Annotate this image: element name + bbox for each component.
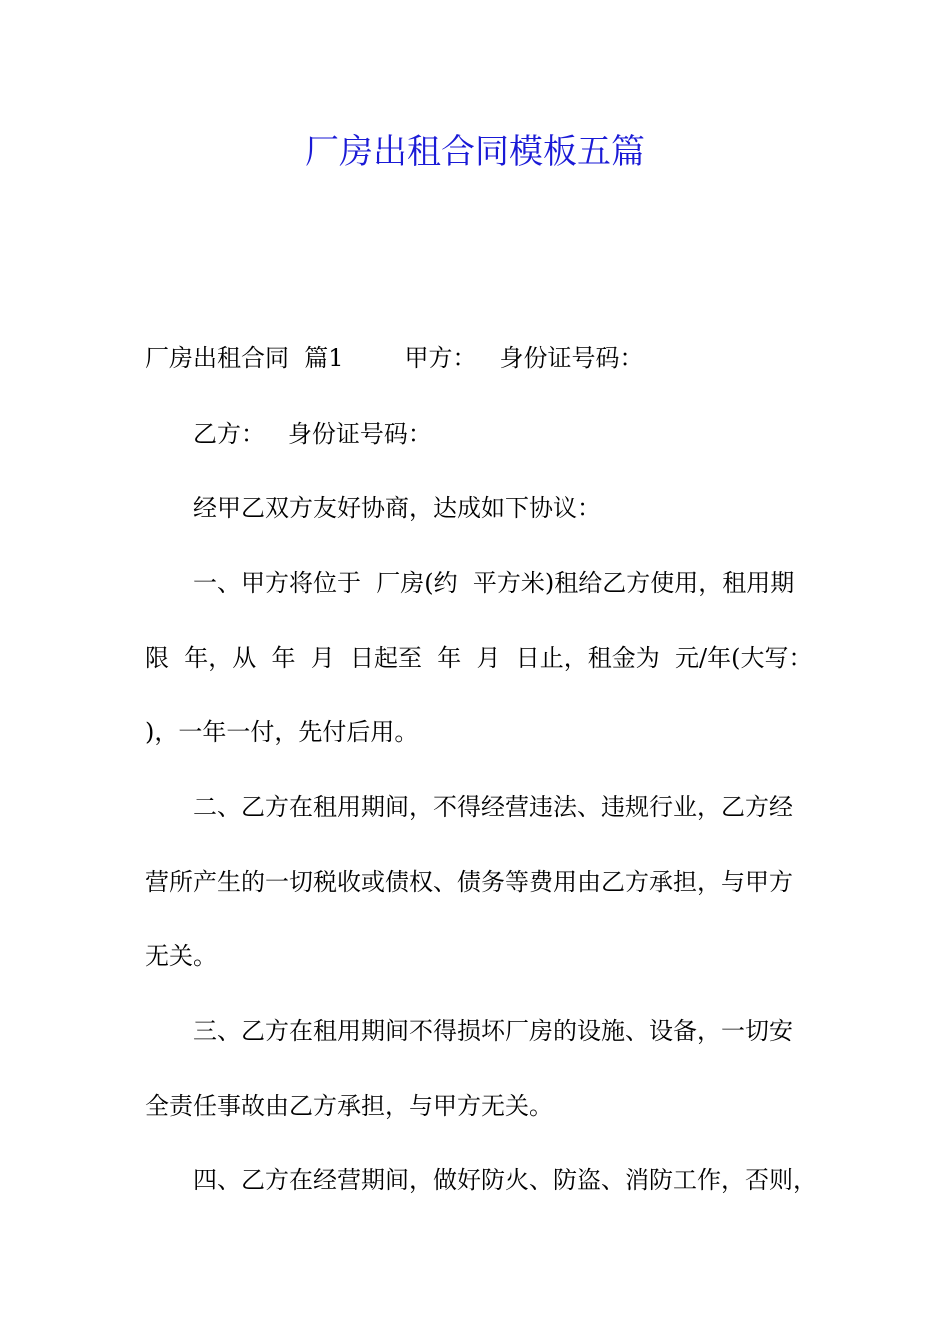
paragraph-line: 乙方： 身份证号码： — [193, 420, 432, 448]
paragraph-line: 二、乙方在租用期间，不得经营违法、违规行业，乙方经 — [193, 793, 793, 821]
paragraph-line: 一、甲方将位于 厂房(约 平方米)租给乙方使用，租用期 — [193, 569, 795, 597]
paragraph-line: )，一年一付，先付后用。 — [145, 718, 419, 746]
paragraph-line: 营所产生的一切税收或债权、债务等费用由乙方承担，与甲方 — [145, 868, 793, 896]
paragraph-line: 三、乙方在租用期间不得损坏厂房的设施、设备，一切安 — [193, 1017, 793, 1045]
paragraph-line: 四、乙方在经营期间，做好防火、防盗、消防工作，否则， — [193, 1166, 817, 1194]
paragraph-line: 无关。 — [145, 942, 217, 970]
paragraph-line: 限 年，从 年 月 日起至 年 月 日止，租金为 元/年(大写： — [145, 644, 813, 672]
document-title: 厂房出租合同模板五篇 — [305, 132, 645, 172]
paragraph-line: 厂房出租合同 篇1 甲方： 身份证号码： — [145, 344, 644, 372]
paragraph-line: 全责任事故由乙方承担，与甲方无关。 — [145, 1092, 553, 1120]
paragraph-line: 经甲乙双方友好协商，达成如下协议： — [193, 494, 601, 522]
